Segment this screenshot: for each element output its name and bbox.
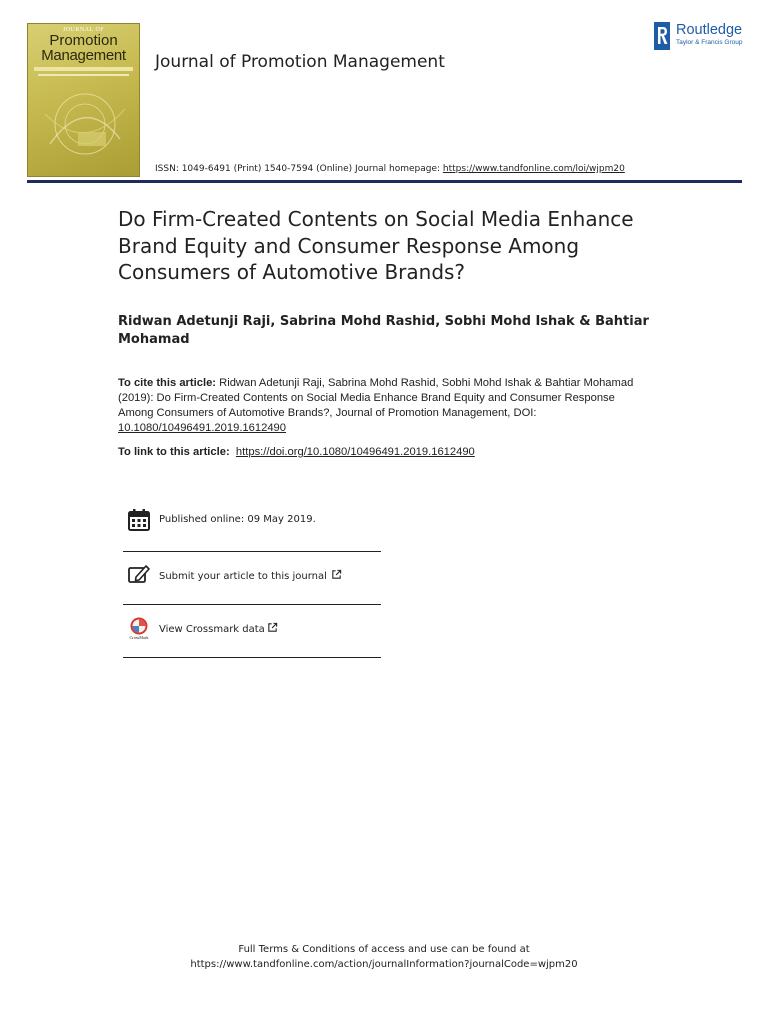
article-link-block xyxy=(118,445,678,460)
submit-article-text xyxy=(159,569,342,582)
footer-terms-url[interactable]: https://www.tandfonline.com/action/journalInformation?journalCode=wjpm20 xyxy=(190,959,578,970)
article-url-link[interactable]: https://doi.org/10.1080/10496491.2019.1612490 xyxy=(235,446,475,458)
edit-icon xyxy=(127,563,151,587)
journal-cover-image xyxy=(27,23,140,177)
footer xyxy=(0,942,768,972)
cover-band-thin xyxy=(38,74,129,76)
issn-text: ISSN: 1049-6491 (Print) 1540-7594 (Online) Journal homepage: xyxy=(155,164,443,174)
cover-title-line1: Promotion xyxy=(49,32,118,49)
article-authors: Ridwan Adetunji Raji, Sabrina Mohd Rashid, Sobhi Mohd Ishak & Bahtiar Mohamad xyxy=(118,314,649,347)
submit-article-row[interactable] xyxy=(123,563,381,589)
submit-article-label: Submit your article to this journal xyxy=(159,571,327,582)
crossmark-text xyxy=(159,622,278,635)
publisher-logo xyxy=(652,22,752,52)
crossmark-icon-text: CrossMark xyxy=(129,635,149,640)
cover-title-line2: Management xyxy=(41,47,126,64)
calendar-icon xyxy=(127,508,151,532)
routledge-r-icon xyxy=(652,22,672,50)
info-divider-3 xyxy=(123,657,381,658)
crossmark-label: View Crossmark data xyxy=(159,624,265,635)
journal-homepage-link[interactable]: https://www.tandfonline.com/loi/wjpm20 xyxy=(442,164,625,174)
issn-line xyxy=(155,164,625,174)
cover-small-title: JOURNAL OF xyxy=(62,27,105,33)
citation-block xyxy=(118,376,638,436)
cover-band xyxy=(34,67,133,71)
published-online-label: Published online: 09 May 2019. xyxy=(159,514,316,525)
header-divider xyxy=(27,180,742,183)
link-label: To link to this article: xyxy=(118,446,230,458)
cite-text: Ridwan Adetunji Raji, Sabrina Mohd Rashid, Sobhi Mohd Ishak & Bahtiar Mohamad (2019): Do Firm-Created Contents on Social Media Enhance Brand Equity and Consumer Response Among Consumers of Automotive Brands?, Journal of Promotion Management, DOI: xyxy=(118,377,634,419)
article-title: Do Firm-Created Contents on Social Media Enhance Brand Equity and Consumer Response Among Consumers of Automotive Brands? xyxy=(118,207,634,284)
cite-label: To cite this article: xyxy=(118,377,217,389)
info-divider-2 xyxy=(123,604,381,605)
published-online-row xyxy=(123,508,381,534)
external-link-icon xyxy=(267,622,278,633)
publisher-group: Taylor & Francis Group xyxy=(676,39,743,46)
crossmark-row[interactable] xyxy=(123,616,381,642)
info-divider-1 xyxy=(123,551,381,552)
cover-decoration xyxy=(40,84,130,164)
external-link-icon xyxy=(331,569,342,580)
footer-terms-text: Full Terms & Conditions of access and use can be found at xyxy=(238,944,530,955)
crossmark-icon xyxy=(127,616,151,640)
journal-name: Journal of Promotion Management xyxy=(155,52,445,72)
publisher-name: Routledge xyxy=(676,22,743,38)
doi-link[interactable]: 10.1080/10496491.2019.1612490 xyxy=(118,422,286,434)
